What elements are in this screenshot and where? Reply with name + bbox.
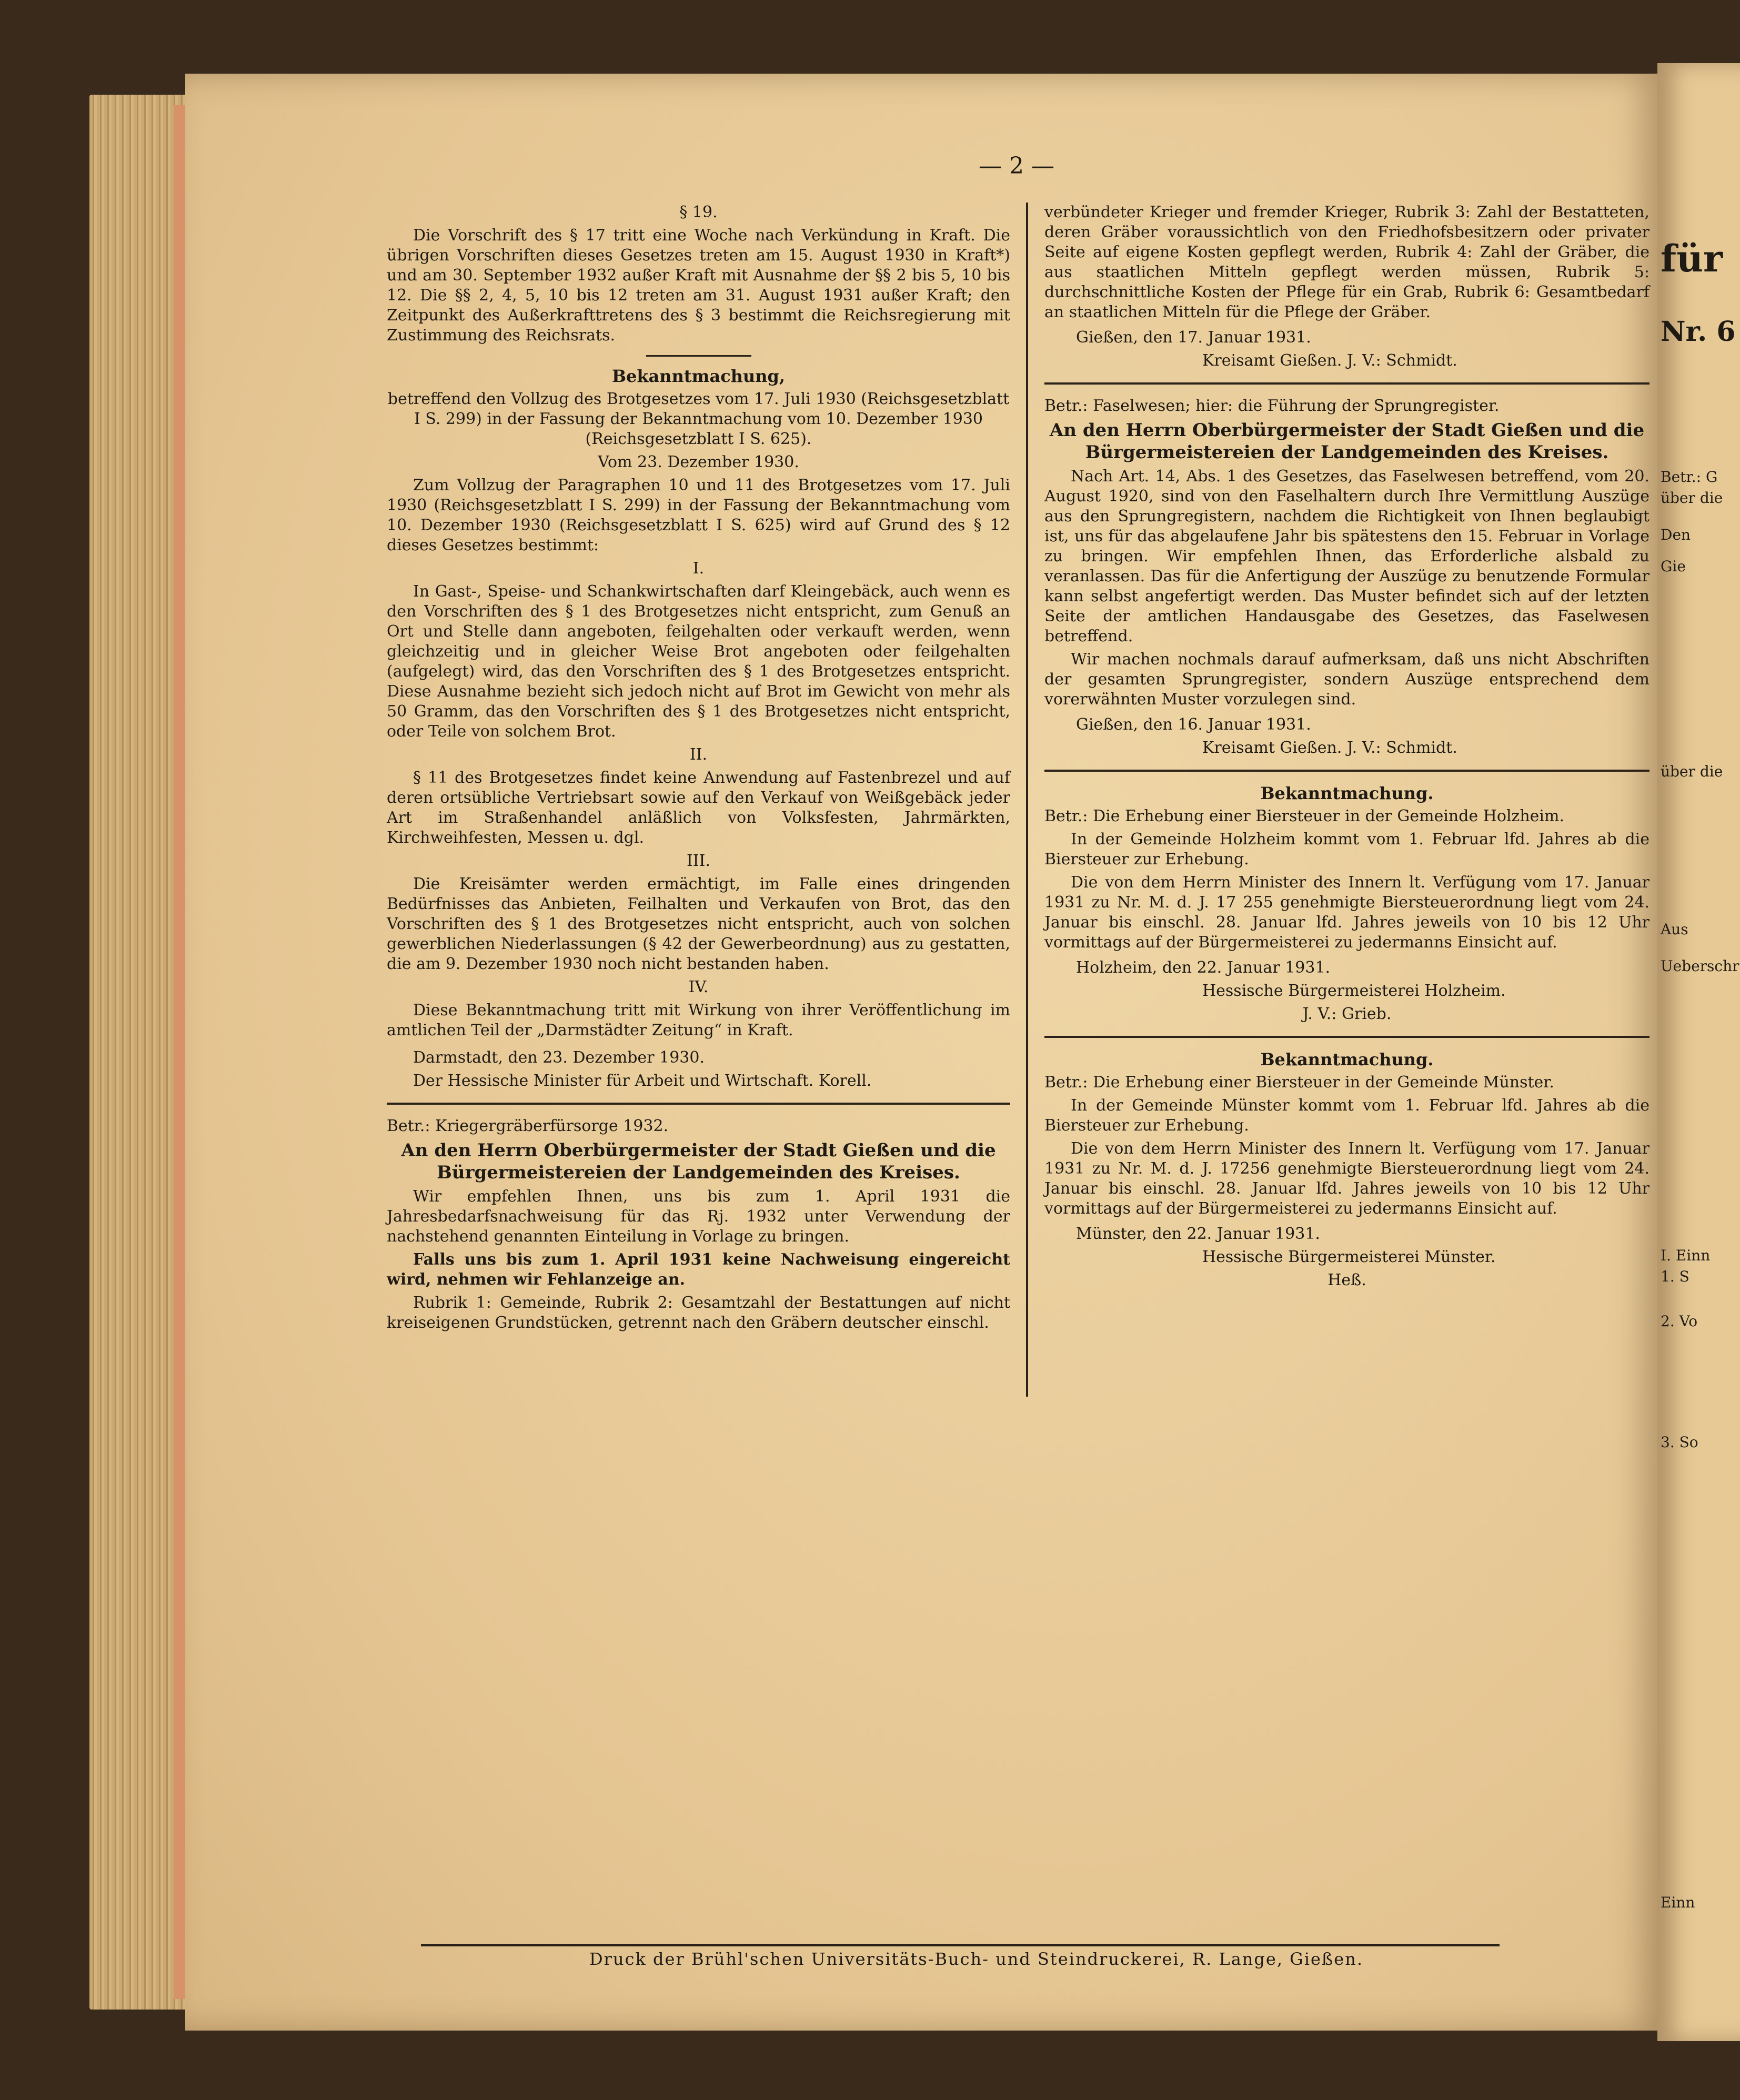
- right-column: [1044, 203, 1650, 1294]
- next-page-fragment: Den: [1661, 526, 1691, 543]
- next-page-title: für: [1661, 237, 1723, 280]
- next-page-fragment: Einn: [1661, 1894, 1695, 1911]
- paragraph-bold: Falls uns bis zum 1. April 1931 keine Nachweisung eingereicht wird, nehmen wir Fehlanzeige an.: [387, 1250, 1010, 1289]
- signature: Hessische Bürgermeisterei Münster.: [1202, 1248, 1496, 1266]
- paragraph: In Gast-, Speise- und Schankwirtschaften darf Kleingebäck, auch wenn es den Vorschriften des § 1 des Brotgesetzes nicht entspricht, zum Genuß an Ort und Stelle dann angeboten, feilgehalten oder verkauft werden, wenn gleichzeitig und in gleicher Weise Brot angeboten oder feilgehalten (aufgelegt) wird, das den Vorschriften des § 1 des Brotgesetzes entspricht. Diese Ausnahme bezieht sich jedoch nicht auf Brot im Gewicht von mehr als 50 Gramm, das den Vorschriften des § 1 des Brotgesetzes nicht entspricht, oder Teile von solchem Brot.: [387, 582, 1010, 741]
- subject-line: Betr.: Faselwesen; hier: die Führung der Sprungregister.: [1044, 397, 1500, 415]
- next-page-number: Nr. 6: [1661, 316, 1736, 348]
- subject-line: Betr.: Die Erhebung einer Biersteuer in der Gemeinde Münster.: [1044, 1073, 1554, 1092]
- footer-rule: [421, 1944, 1500, 1946]
- signature: Kreisamt Gießen. J. V.: Schmidt.: [1202, 739, 1457, 757]
- roman-numeral: I.: [692, 559, 705, 578]
- next-page-fragment: I. Einn: [1661, 1247, 1711, 1264]
- next-page-fragment: Gie: [1661, 558, 1686, 575]
- notice-title: Bekanntmachung,: [611, 366, 785, 386]
- place-date: Münster, den 22. Januar 1931.: [1076, 1225, 1320, 1243]
- divider: [1044, 770, 1650, 772]
- paragraph: In der Gemeinde Münster kommt vom 1. Februar lfd. Jahres ab die Biersteuer zur Erhebung.: [1044, 1096, 1650, 1135]
- notice-subtitle: betreffend den Vollzug des Brotgesetzes vom 17. Juli 1930 (Reichsgesetzblatt I S. 299) in der Fassung der Bekanntmachung vom 10. Dezember 1930 (Reichsgesetzblatt I S. 625).: [387, 390, 1010, 448]
- divider: [646, 355, 751, 357]
- section-title: § 19.: [679, 203, 718, 221]
- divider: [1044, 1036, 1650, 1038]
- roman-numeral: II.: [689, 745, 708, 764]
- next-page-fragment: 3. So: [1661, 1433, 1698, 1451]
- subject-line: Betr.: Kriegergräberfürsorge 1932.: [387, 1117, 669, 1135]
- addressee-heading: An den Herrn Oberbürgermeister der Stadt Gießen und die Bürgermeistereien der Landgemeinden des Kreises.: [401, 1140, 996, 1183]
- signature: Der Hessische Minister für Arbeit und Wirtschaft. Korell.: [413, 1072, 872, 1090]
- paragraph: Nach Art. 14, Abs. 1 des Gesetzes, das Faselwesen betreffend, vom 20. August 1920, sind von den Faselhaltern durch Ihre Vermittlung Auszüge aus den Sprungregistern, nachdem die Richtigkeit von Ihnen beglaubigt ist, uns für das abgelaufene Jahr bis spätestens den 15. Februar in Vorlage zu bringen. Wir empfehlen Ihnen, das Erforderliche alsbald zu veranlassen. Das für die Anfertigung der Auszüge zu benutzende Formular kann selbst angefertigt werden. Das Muster befindet sich auf der letzten Seite der amtlichen Handausgabe des Gesetzes, das Faselwesen betreffend.: [1044, 467, 1650, 645]
- next-page-fragment: Ueberschr: [1661, 957, 1739, 975]
- paragraph: Die Kreisämter werden ermächtigt, im Falle eines dringenden Bedürfnisses das Anbieten, Feilhalten und Verkaufen von Brot, das den Vorschriften des § 1 des Brotgesetzes nicht entspricht, auch von solchen gewerblichen Niederlassungen (§ 42 der Gewerbeordnung) aus zu gestatten, die am 9. Dezember 1930 noch nicht bestanden haben.: [387, 875, 1010, 973]
- column-divider: [1026, 203, 1028, 1397]
- page-number: — 2 —: [979, 153, 1054, 179]
- next-page-fragment: über die: [1661, 489, 1723, 507]
- roman-numeral: III.: [686, 852, 711, 870]
- signature: Kreisamt Gießen. J. V.: Schmidt.: [1202, 351, 1457, 370]
- subject-line: Betr.: Die Erhebung einer Biersteuer in der Gemeinde Holzheim.: [1044, 807, 1565, 825]
- signature: Hessische Bürgermeisterei Holzheim.: [1202, 982, 1506, 1000]
- notice-intro: Zum Vollzug der Paragraphen 10 und 11 des Brotgesetzes vom 17. Juli 1930 (Reichsgesetzblatt I S. 299) in der Fassung der Bekanntmachung vom 10. Dezember 1930 (Reichsgesetzblatt I S. 625) wird auf Grund des § 12 dieses Gesetzes bestimmt:: [387, 476, 1010, 554]
- next-page-fragment: über die: [1661, 763, 1723, 780]
- notice-title: Bekanntmachung.: [1260, 1049, 1434, 1069]
- paragraph: § 11 des Brotgesetzes findet keine Anwendung auf Fastenbrezel und auf deren ortsübliche Vertriebsart sowie auf den Verkauf von Weißgebäck jeder Art im Straßenhandel anläßlich von Volksfesten, Jahrmärkten, Kirchweihfesten, Messen u. dgl.: [387, 769, 1010, 847]
- notice-title: Bekanntmachung.: [1260, 783, 1434, 803]
- place-date: Holzheim, den 22. Januar 1931.: [1076, 958, 1331, 977]
- book-edge-red: [174, 105, 185, 1999]
- place-date: Darmstadt, den 23. Dezember 1930.: [413, 1048, 705, 1067]
- paragraph: In der Gemeinde Holzheim kommt vom 1. Februar lfd. Jahres ab die Biersteuer zur Erhebung.: [1044, 830, 1650, 869]
- addressee-heading: An den Herrn Oberbürgermeister der Stadt Gießen und die Bürgermeistereien der Landgemeinden des Kreises.: [1049, 420, 1645, 463]
- place-date: Gießen, den 16. Januar 1931.: [1076, 715, 1311, 734]
- signature: Heß.: [1327, 1271, 1366, 1289]
- divider: [387, 1103, 1010, 1105]
- signature: J. V.: Grieb.: [1302, 1005, 1392, 1023]
- next-page-edge: [1657, 63, 1740, 2041]
- left-column: [387, 203, 1010, 1336]
- next-page-fragment: 1. S: [1661, 1268, 1689, 1285]
- divider: [1044, 382, 1650, 385]
- paragraph: verbündeter Krieger und fremder Krieger, Rubrik 3: Zahl der Bestatteten, deren Gräber voraussichtlich von den Friedhofsbesitzern oder privater Seite auf eigene Kosten gepflegt werden, Rubrik 4: Zahl der Gräber, die aus staatlichen Mitteln gepflegt werden müssen, Rubrik 5: durchschnittliche Kosten der Pflege für ein Grab, Rubrik 6: Gesamtbedarf an staatlichen Mitteln für die Pflege der Gräber.: [1044, 203, 1650, 321]
- paragraph: Diese Bekanntmachung tritt mit Wirkung von ihrer Veröffentlichung im amtlichen Teil der „Darmstädter Zeitung“ in Kraft.: [387, 1001, 1010, 1039]
- next-page-fragment: 2. Vo: [1661, 1312, 1698, 1330]
- next-page-fragment: Aus: [1661, 921, 1688, 938]
- paragraph: Wir empfehlen Ihnen, uns bis zum 1. April 1931 die Jahresbedarfsnachweisung für das Rj. 1932 unter Verwendung der nachstehend genannten Einteilung in Vorlage zu bringen.: [387, 1187, 1010, 1246]
- paragraph: Die von dem Herrn Minister des Innern lt. Verfügung vom 17. Januar 1931 zu Nr. M. d. J. 17256 genehmigte Biersteuerordnung liegt vom 24. Januar bis einschl. 28. Januar lfd. Jahres jeweils von 10 bis 12 Uhr vormittags auf der Bürgermeisterei zu jedermanns Einsicht auf.: [1044, 1139, 1650, 1218]
- paragraph: Wir machen nochmals darauf aufmerksam, daß uns nicht Abschriften der gesamten Sprungregister, sondern Auszüge entsprechend dem vorerwähnten Muster vorzulegen sind.: [1044, 650, 1650, 709]
- section-text: Die Vorschrift des § 17 tritt eine Woche nach Verkündung in Kraft. Die übrigen Vorschriften dieses Gesetzes treten am 15. August 1930 in Kraft*) und am 30. September 1932 außer Kraft mit Ausnahme der §§ 2 bis 5, 10 bis 12. Die §§ 2, 4, 5, 10 bis 12 treten am 31. August 1931 außer Kraft; den Zeitpunkt des Außerkrafttretens des § 3 bestimmt die Reichsregierung mit Zustimmung des Reichsrats.: [387, 226, 1010, 345]
- next-page-fragment: Betr.: G: [1661, 468, 1718, 486]
- place-date: Gießen, den 17. Januar 1931.: [1076, 328, 1311, 347]
- roman-numeral: IV.: [688, 978, 709, 996]
- notice-date: Vom 23. Dezember 1930.: [598, 453, 799, 471]
- printer-imprint: Druck der Brühl'schen Universitäts-Buch- und Steindruckerei, R. Lange, Gießen.: [589, 1949, 1363, 1969]
- paragraph: Die von dem Herrn Minister des Innern lt. Verfügung vom 17. Januar 1931 zu Nr. M. d. J. 17 255 genehmigte Biersteuerordnung liegt vom 24. Januar bis einschl. 28. Januar lfd. Jahres jeweils von 10 bis 12 Uhr vormittags auf der Bürgermeisterei zu jedermanns Einsicht auf.: [1044, 873, 1650, 952]
- paragraph: Rubrik 1: Gemeinde, Rubrik 2: Gesamtzahl der Bestattungen auf nicht kreiseigenen Grundstücken, getrennt nach den Gräbern deutscher einschl.: [387, 1294, 1010, 1332]
